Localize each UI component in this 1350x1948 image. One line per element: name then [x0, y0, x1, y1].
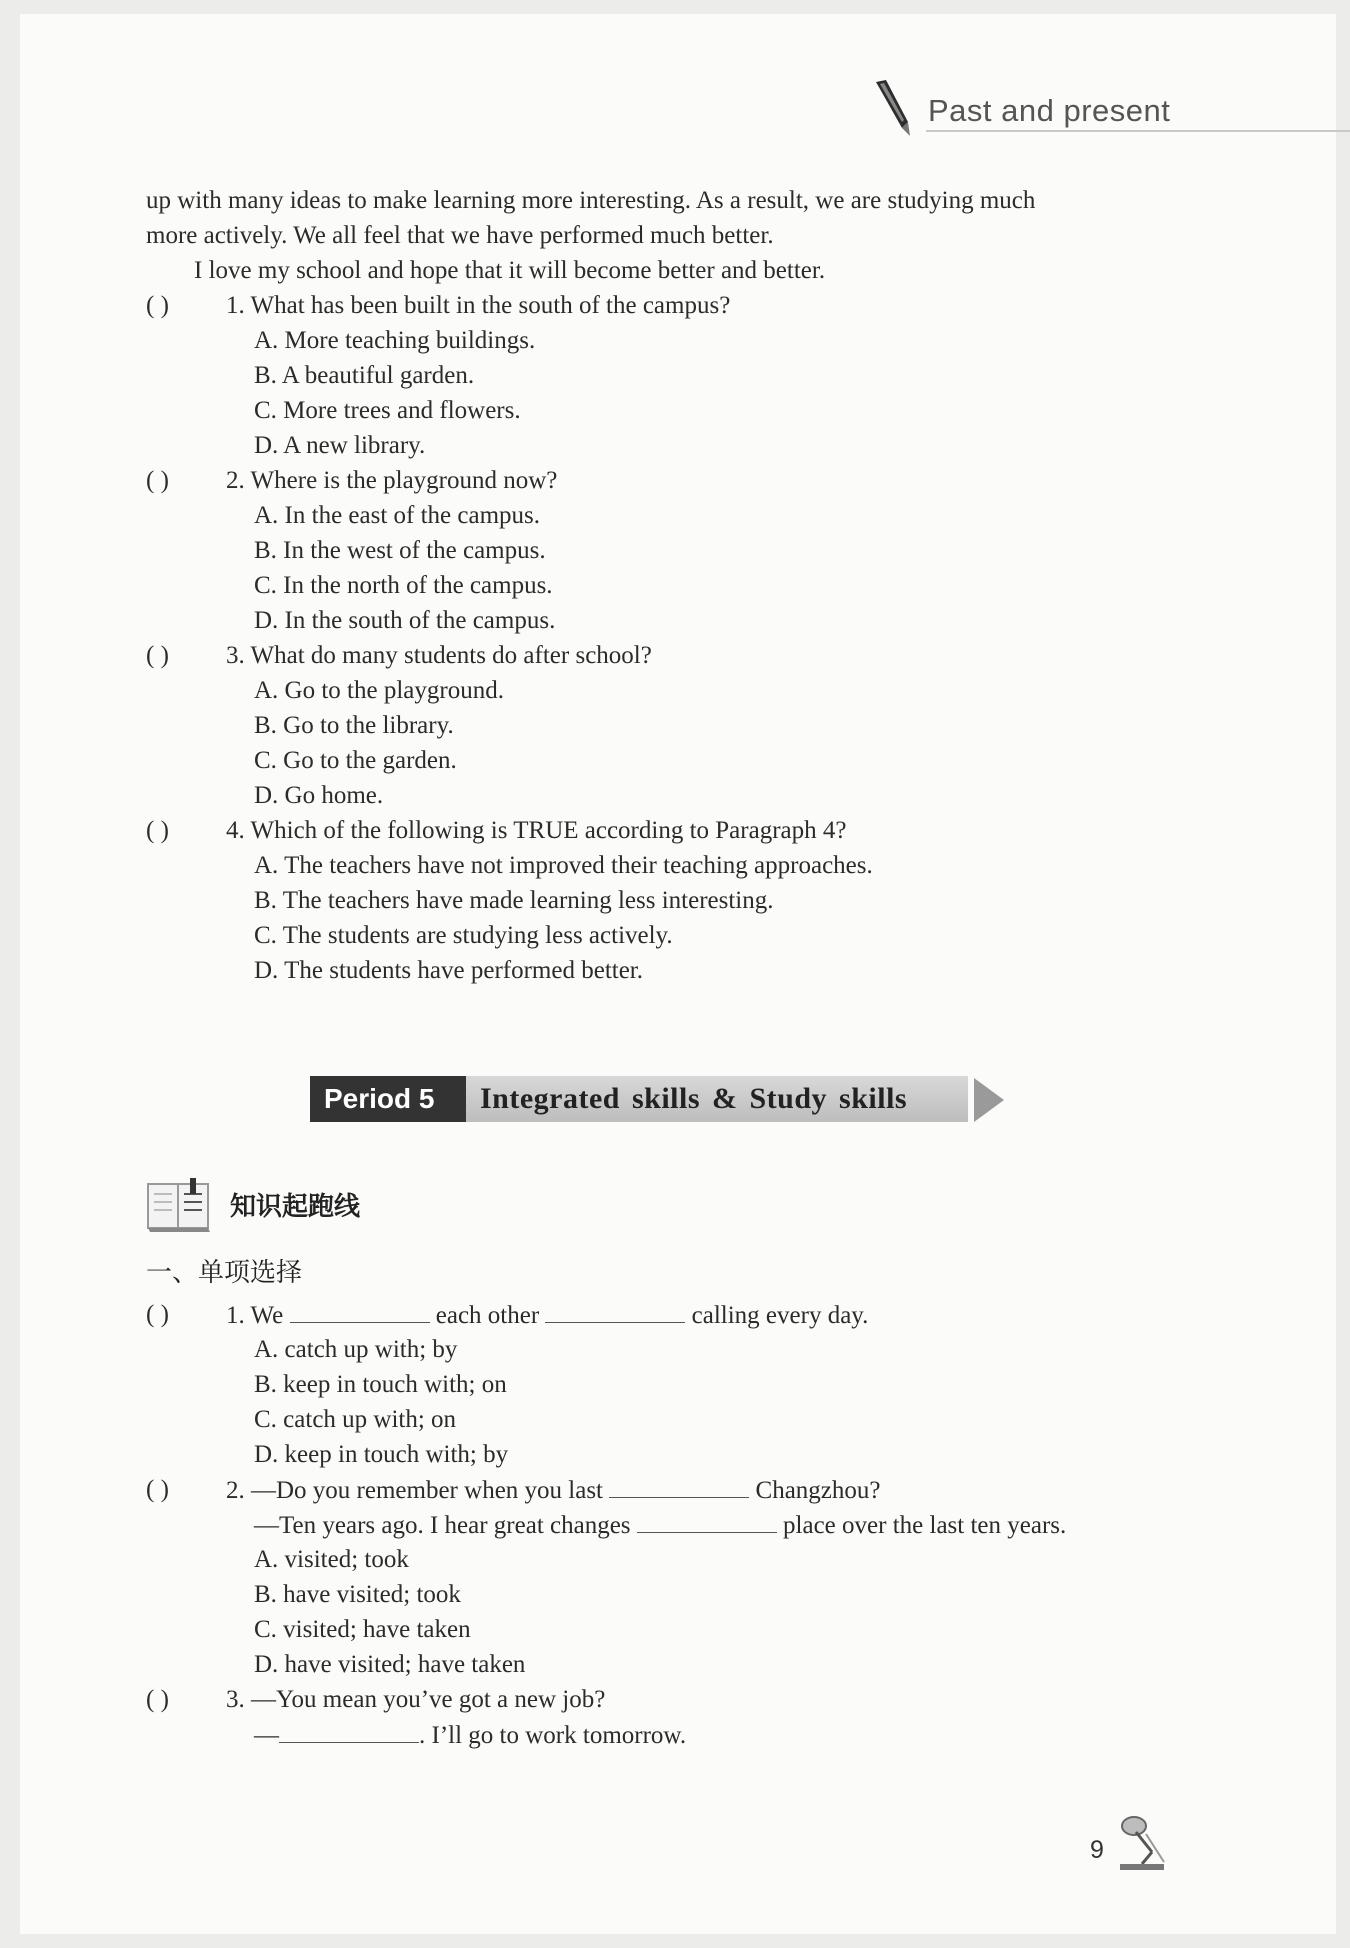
option: C. visited; have taken: [254, 1616, 471, 1643]
option: A. Go to the playground.: [254, 677, 504, 704]
header-rule: [926, 130, 1350, 132]
stem-part: each other: [435, 1302, 540, 1329]
stem-part: —: [254, 1722, 279, 1749]
exercise-heading: 一、单项选择: [146, 1258, 303, 1288]
option: B. The teachers have made learning less interesting.: [254, 887, 774, 914]
stem-part: 1. We: [226, 1302, 284, 1329]
question-stem: [226, 1475, 880, 1506]
section-label: 知识起跑线: [230, 1192, 361, 1222]
option: A. visited; took: [254, 1546, 409, 1573]
option: D. have visited; have taken: [254, 1651, 526, 1678]
answer-blank[interactable]: [290, 1300, 430, 1323]
pen-icon: [872, 78, 916, 144]
question-stem: 2. Where is the playground now?: [226, 467, 558, 494]
option: A. catch up with; by: [254, 1336, 458, 1363]
stem-part: place over the last ten years.: [783, 1512, 1067, 1539]
answer-paren: ( ): [146, 817, 169, 844]
option: C. The students are studying less actively.: [254, 922, 673, 949]
option: B. A beautiful garden.: [254, 362, 475, 389]
option: A. In the east of the campus.: [254, 502, 541, 529]
stem-part: Changzhou?: [755, 1477, 881, 1504]
period-label: Period 5: [310, 1076, 466, 1122]
question-stem: 3. What do many students do after school?: [226, 642, 652, 669]
question-stem: 1. What has been built in the south of the campus?: [226, 292, 731, 319]
option: B. Go to the library.: [254, 712, 454, 739]
answer-blank[interactable]: [609, 1475, 749, 1498]
option: D. The students have performed better.: [254, 957, 644, 984]
answer-blank[interactable]: [545, 1300, 685, 1323]
answer-blank[interactable]: [637, 1510, 777, 1533]
question-stem-response: [254, 1720, 686, 1751]
answer-blank[interactable]: [279, 1720, 419, 1743]
arrow-icon: [974, 1078, 1004, 1122]
answer-paren: ( ): [146, 1686, 169, 1713]
option: B. In the west of the campus.: [254, 537, 546, 564]
lamp-icon: [1112, 1812, 1174, 1872]
option: B. keep in touch with; on: [254, 1371, 507, 1398]
question-stem-response: [254, 1510, 1066, 1541]
passage-line-1: up with many ideas to make learning more interesting. As a result, we are studying much: [146, 187, 1036, 214]
option: D. keep in touch with; by: [254, 1441, 509, 1468]
option: C. catch up with; on: [254, 1406, 457, 1433]
option: A. More teaching buildings.: [254, 327, 536, 354]
option: D. A new library.: [254, 432, 426, 459]
question-stem: [226, 1300, 868, 1331]
stem-part: . I’ll go to work tomorrow.: [419, 1722, 687, 1749]
answer-paren: ( ): [146, 292, 169, 319]
option: A. The teachers have not improved their teaching approaches.: [254, 852, 873, 879]
question-stem: 4. Which of the following is TRUE according to Paragraph 4?: [226, 817, 847, 844]
option: D. In the south of the campus.: [254, 607, 556, 634]
stem-part: —Ten years ago. I hear great changes: [254, 1512, 631, 1539]
answer-paren: ( ): [146, 1476, 169, 1503]
answer-paren: ( ): [146, 1301, 169, 1328]
option: C. Go to the garden.: [254, 747, 457, 774]
option: B. have visited; took: [254, 1581, 461, 1608]
period-title: Integrated skills & Study skills: [466, 1076, 968, 1122]
passage-line-3: I love my school and hope that it will become better and better.: [194, 257, 826, 284]
page-number: 9: [1090, 1836, 1104, 1864]
book-icon: [146, 1178, 216, 1234]
header-title: Past and present: [928, 93, 1171, 128]
passage-line-2: more actively. We all feel that we have performed much better.: [146, 222, 774, 249]
section-heading: [146, 1178, 361, 1239]
page-header: [872, 78, 1350, 148]
option: D. Go home.: [254, 782, 384, 809]
answer-paren: ( ): [146, 642, 169, 669]
option: C. In the north of the campus.: [254, 572, 553, 599]
question-stem: 3. —You mean you’ve got a new job?: [226, 1686, 606, 1713]
answer-paren: ( ): [146, 467, 169, 494]
option: C. More trees and flowers.: [254, 397, 521, 424]
stem-part: 2. —Do you remember when you last: [226, 1477, 604, 1504]
stem-part: calling every day.: [691, 1302, 869, 1329]
